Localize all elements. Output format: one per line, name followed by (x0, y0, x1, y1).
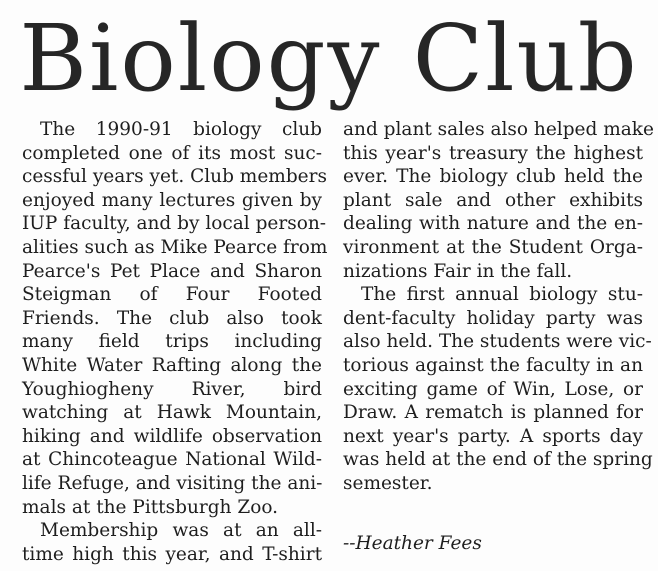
text-line: Pearce's Pet Place and Sharon (22, 260, 322, 282)
text-line: Draw. A rematch is planned for (343, 402, 643, 424)
text-line: at Chincoteague National Wild- (22, 449, 322, 471)
text-line: and plant sales also helped make (343, 119, 654, 140)
left-column (22, 118, 328, 566)
text-line: cessful years yet. Club members (22, 166, 327, 188)
text-line: was held at the end of the spring (343, 449, 653, 471)
text-line: watching at Hawk Mountain, (22, 402, 322, 424)
text-line: plant sale and other exhibits (343, 189, 643, 211)
text-line: this year's treasury the highest (343, 142, 643, 164)
text-line: White Water Rafting along the (22, 354, 322, 376)
author-byline: --Heather Fees (343, 532, 482, 554)
text-line: torious against the faculty in an (343, 354, 643, 376)
text-line: Steigman of Four Footed (22, 284, 322, 306)
text-line: dealing with nature and the en- (343, 213, 643, 235)
text-line: vironment at the Student Orga- (343, 236, 643, 258)
text-line: The 1990-91 biology club (40, 119, 322, 140)
text-line: many field trips including (22, 331, 322, 353)
text-line: semester. (343, 472, 433, 494)
text-line: hiking and wildlife observation (22, 425, 322, 447)
text-line: alities such as Mike Pearce from (22, 236, 328, 258)
text-line: Friends. The club also took (22, 307, 322, 329)
text-line: nizations Fair in the fall. (343, 260, 573, 282)
text-line: mals at the Pittsburgh Zoo. (22, 496, 279, 518)
article-title: Biology Club (19, 5, 639, 112)
text-line: time high this year, and T-shirt (22, 543, 322, 565)
text-line: exciting game of Win, Lose, or (343, 378, 643, 400)
text-line: ever. The biology club held the (343, 166, 643, 188)
text-line: Membership was at an all- (40, 520, 322, 542)
text-line: completed one of its most suc- (22, 142, 322, 164)
text-line: enjoyed many lectures given by (22, 189, 322, 211)
text-line: The first annual biology stu- (361, 284, 643, 306)
right-column (343, 118, 654, 555)
text-line: also held. The students were vic- (343, 331, 652, 353)
text-line: IUP faculty, and by local person- (22, 213, 327, 235)
text-line: next year's party. A sports day (343, 425, 643, 447)
text-line: dent-faculty holiday party was (343, 307, 643, 329)
text-line: Youghiogheny River, bird (22, 378, 322, 400)
text-line: life Refuge, and visiting the ani- (22, 472, 323, 494)
